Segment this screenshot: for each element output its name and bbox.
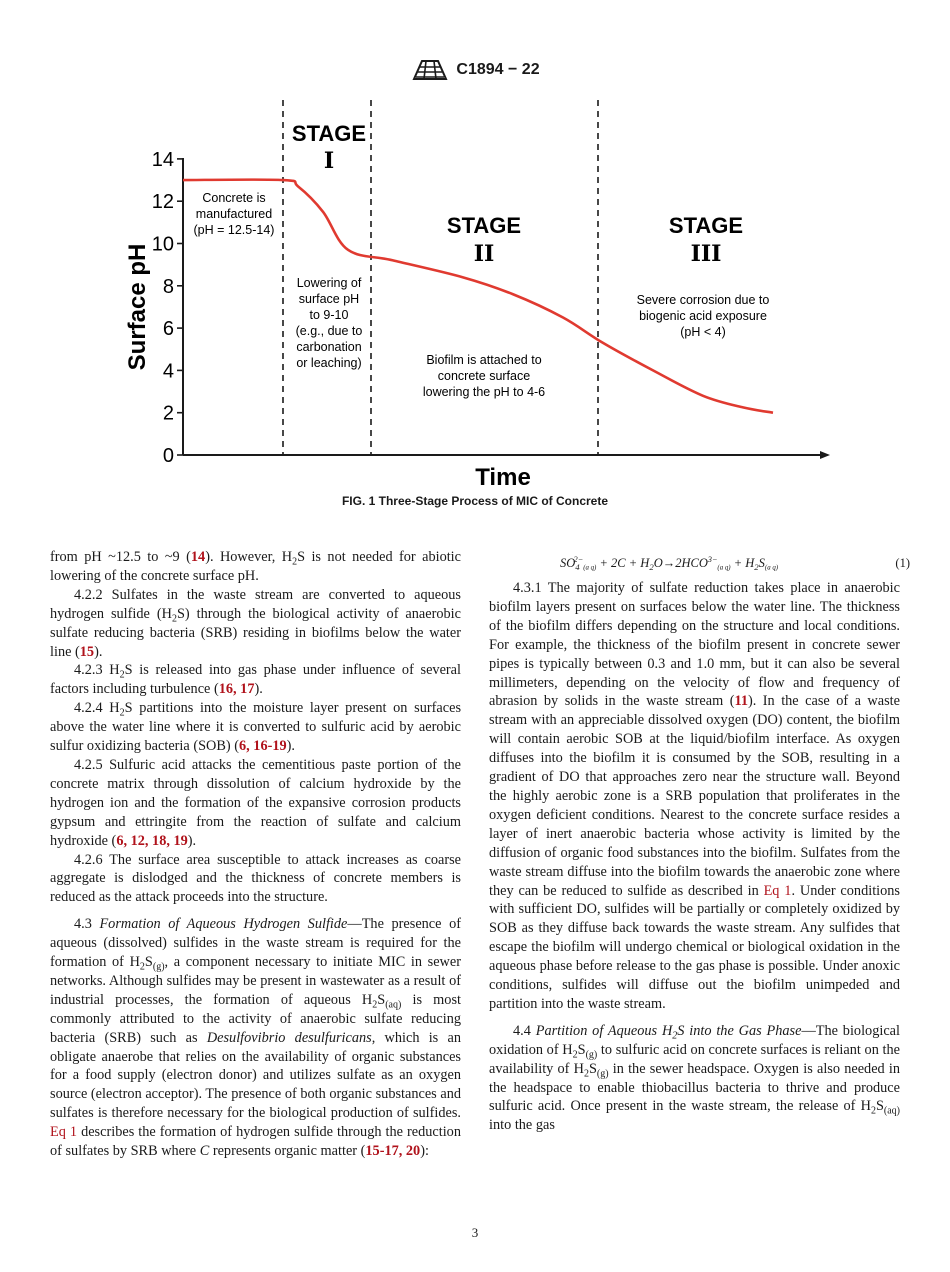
annotation-lowering-line1: Lowering of [296, 276, 362, 290]
y-tick-label: 4 [162, 360, 174, 383]
citation-link[interactable]: 15-17, 20 [365, 1143, 421, 1160]
astm-logo-icon [410, 59, 450, 81]
annotation-lowering-line2: surface pH [298, 292, 360, 306]
annotation-biofilm-line1: Biofilm is attached to [426, 353, 542, 367]
paragraph-4-2-3: 4.2.3 $H_2S$ is released into gas phase under influence of several factors including turbulence (16, 17). [50, 662, 462, 698]
citation-link[interactable]: 6, 12, 18, 19 [116, 832, 188, 849]
page-number: 3 [471, 1225, 479, 1240]
x-axis-arrow [820, 451, 830, 459]
stage2-word: STAGE [446, 213, 522, 238]
annotation-manufactured-line3: (pH = 12.5-14) [193, 223, 275, 237]
equation-number: (1) [895, 556, 910, 570]
annotation-lowering-line3: to 9-10 [309, 308, 349, 322]
right-column [489, 579, 900, 1135]
y-tick-label: 10 [151, 233, 174, 256]
paragraph-4-3: 4.3 Formation of Aqueous Hydrogen Sulfide—The presence of aqueous (dissolved) sulfides in the waste stream is required for the formation of $H_2S_{(g)}$, a component necessary to initiate MIC in sewer networks. Although sulfides may be present in wastewater as a result of industrial processes, the formation of aqueous $H_2S_{(aq)}$ is most commonly attributed to the activity of anaerobic sulfate reducing bacteria (SRB) such as Desulfovibrio desulfuricans, which is an obligate anaerobe that relies on the availability of organic substances for a food supply (electron donor) and utilizes sulfate as an oxygen source (electron acceptor). The presence of both organic substances and sulfates is therefore necessary for the biological production of sulfides. Eq 1 describes the formation of hydrogen sulfide through the reduction of sulfates by SRB where C represents organic matter (15-17, 20): [50, 916, 461, 1160]
citation-link[interactable]: 6, 16-19 [239, 738, 287, 755]
annotation-lowering-line4: (e.g., due to [295, 324, 363, 338]
paragraph-4-2-2: 4.2.2 Sulfates in the waste stream are converted to aqueous hydrogen sulfide $(H_2S)$ through the biological activity of anaerobic sulfate reducing bacteria (SRB) residing in biofilms below the water line (15). [50, 586, 461, 660]
figure-chart [120, 92, 840, 494]
y-axis-label: Surface pH [124, 243, 151, 371]
y-tick-label: 0 [162, 445, 174, 467]
y-tick-label: 8 [162, 275, 174, 298]
annotation-biofilm-line3: lowering the pH to 4-6 [422, 385, 546, 399]
x-axis-label: Time [475, 464, 531, 491]
annotation-severe-line1: Severe corrosion due to [636, 293, 770, 307]
left-column [50, 548, 461, 1161]
citation-link[interactable]: 14 [190, 549, 206, 565]
citation-link[interactable]: 15 [79, 643, 95, 660]
paragraph-4-2-5: 4.2.5 Sulfuric acid attacks the cementitious paste portion of the concrete matrix through dissolution of calcium hydroxide by the hydrogen ion and the formation of the expansive corrosion products gypsum and ettringite from the reaction of sulfate and calcium hydroxide (6, 12, 18, 19). [50, 756, 461, 849]
y-tick-label: 14 [151, 148, 174, 171]
equation-link[interactable]: Eq 1 [50, 1124, 78, 1141]
stage2-numeral: II [473, 241, 495, 267]
figure-caption: FIG. 1 Three-Stage Process of MIC of Concrete [341, 494, 609, 508]
equation-body: $SO_4^{2-}_{(a q)} + 2C + H_2O\to 2HCO^{3-}_{(a q)} + H_2S_{(a q)}$ [560, 554, 779, 573]
page-header [0, 58, 950, 82]
annotation-severe-line2: biogenic acid exposure [639, 309, 767, 323]
annotation-lowering-line6: or leaching) [296, 356, 362, 370]
y-tick-label: 2 [162, 402, 174, 425]
stage1-word: STAGE [291, 121, 367, 146]
stage3-numeral: III [690, 241, 722, 267]
paragraph-4-4: 4.4 Partition of Aqueous $H_2S$ into the Gas Phase—The biological oxidation of $H_2S_{(g)}$ to sulfuric acid on concrete surfaces is reliant on the availability of $H_2S_{(g)}$ in the sewer headspace. Oxygen is also needed in the headspace to enable thiobacillus bacteria to thrive and produce sulfuric acid. Once present in the waste stream, the release of $H_2S_{(aq)}$ into the gas [489, 1022, 901, 1134]
stage1-numeral: I [323, 148, 335, 174]
standard-designation: C1894 − 22 [456, 61, 540, 78]
citation-link[interactable]: 16, 17 [218, 681, 255, 698]
equation-1 [560, 556, 910, 576]
paragraph: from pH ~12.5 to ~9 (14). However, $H_2S$ is not needed for abiotic lowering of the concrete surface pH. [50, 549, 462, 584]
citation-link[interactable]: 11 [734, 693, 748, 710]
y-ticks [152, 149, 183, 467]
annotation-lowering-line5: carbonation [296, 340, 362, 354]
annotation-biofilm-line2: concrete surface [437, 369, 531, 383]
y-tick-label: 12 [151, 191, 174, 214]
annotation-manufactured-line2: manufactured [195, 207, 273, 221]
equation-link[interactable]: Eq 1 [763, 882, 792, 899]
paragraph-4-3-1: 4.3.1 The majority of sulfate reduction takes place in anaerobic biofilm layers present on surfaces below the water line. The thickness of the biofilm differs depending on the structure and local conditions. For example, the thickness of the biofilm present in concrete sewer pipes is typically between 0.3 and 1.0 mm, but it can also be several millimeters, depending on the velocity of flow and frequency of abrasion by solids in the waste stream (11). In the case of a waste stream with an appreciable dissolved oxygen (DO) content, the biofilm will contain aerobic SOB at the liquid/biofilm interface. As oxygen diffuses into the biofilm it is consumed by the SOB, resulting in a gradient of DO that approaches zero near the structure wall. Beyond the highly aerobic zone is a SRB population that proliferates in the oxygen deficient conditions. Nearest to the concrete surface resides a layer of inert anaerobic bacteria whose activity is limited by the diffusion of organic food substances into the biofilm. Sulfates from the waste stream diffuse into the biofilm towards the anaerobic zone where they can be reduced to sulfide as described in Eq 1. Under conditions with sufficient DO, sulfides will be partially or completely oxidized by SOB as they diffuse back towards the waste stream. Any sulfides that escape the biofilm will undergo chemical or biological oxidation in the aqueous phase before release to the gas phase is possible. Under anoxic conditions, sulfides will diffuse out the biofilm unimpeded and partition into the waste stream. [489, 580, 900, 1012]
paragraph-4-2-4: 4.2.4 $H_2S$ partitions into the moisture layer present on surfaces above the water line where it is converted to sulfuric acid by aerobic sulfur oxidizing bacteria (SOB) (6, 16-19). [50, 700, 462, 755]
annotation-severe-line3: (pH < 4) [680, 325, 726, 339]
paragraph-4-2-6: 4.2.6 The surface area susceptible to attack increases as coarse aggregate is dislodged and the thickness of concrete members is reduced as the attack proceeds into the structure. [50, 851, 461, 906]
annotation-manufactured-line1: Concrete is [202, 191, 266, 205]
stage3-word: STAGE [668, 213, 744, 238]
y-tick-label: 6 [162, 318, 174, 341]
